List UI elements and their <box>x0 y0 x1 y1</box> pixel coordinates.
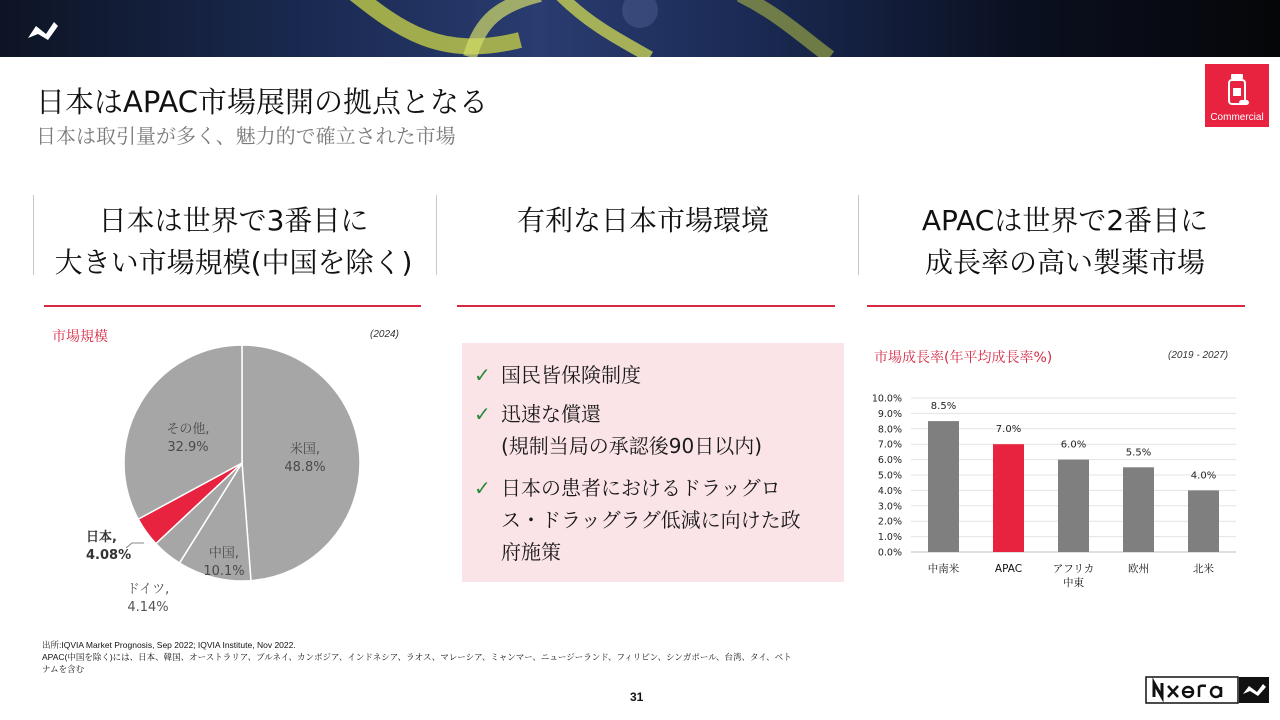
pie-slice-value-label: 32.9% <box>167 440 209 455</box>
checkmark-icon: ✓ <box>474 363 491 387</box>
heading-line: 日本は世界で3番目に <box>98 204 369 237</box>
environment-item-line: 国民皆保険制度 <box>501 363 641 387</box>
y-tick-label: 10.0% <box>871 393 902 405</box>
pie-slice-value-label: 10.1% <box>203 564 245 579</box>
bar-value-label: 6.0% <box>1060 439 1087 451</box>
pie-slice-value-label: 4.14% <box>127 600 169 615</box>
page-number: 31 <box>630 690 644 704</box>
footnote-note: APAC(中国を除く)には、日本、韓国、オーストラリア、ブルネイ、カンボジア、インドネシア、ラオス、マレーシア、ミャンマー、ニュージーランド、フィリピン、シンガポール、台湾、タイ、ベト <box>42 652 792 662</box>
y-tick-label: 4.0% <box>877 485 902 497</box>
pie-slice-label: 日本, <box>86 530 117 545</box>
environment-item <box>474 398 762 462</box>
pie-slice-label: 米国, <box>289 442 321 457</box>
environment-item-line: 府施策 <box>501 540 561 564</box>
environment-box <box>462 343 844 582</box>
checkmark-icon: ✓ <box>474 402 491 426</box>
commercial-badge-label: Commercial <box>1210 112 1264 123</box>
pie-slice-value-label: 4.08% <box>86 548 132 563</box>
bar-value-label: 8.5% <box>930 401 957 413</box>
environment-item-line: 迅速な償還 <box>501 402 601 426</box>
bar-value-label: 4.0% <box>1190 470 1217 482</box>
y-tick-label: 8.0% <box>877 424 902 436</box>
environment-item-line: (規制当局の承認後90日以内) <box>501 434 763 458</box>
bar <box>993 444 1024 552</box>
company-logo-mark <box>1145 676 1270 706</box>
pie-chart-title: 市場規模 <box>52 329 108 345</box>
company-logo <box>1145 676 1270 710</box>
x-tick-label: 中東 <box>1063 577 1084 589</box>
commercial-badge <box>1205 64 1269 127</box>
column-divider <box>858 195 859 275</box>
bar-chart-title: 市場成長率(年平均成長率%) <box>874 350 1053 366</box>
section-rule <box>44 305 421 307</box>
pie-slice-label: その他, <box>166 422 210 437</box>
heading-line: 有利な日本市場環境 <box>516 204 769 237</box>
y-tick-label: 5.0% <box>877 470 902 482</box>
page-title: 日本はAPAC市場展開の拠点となる <box>36 85 489 119</box>
environment-item <box>474 359 641 391</box>
x-tick-label: 北米 <box>1193 563 1214 575</box>
x-tick-label: APAC <box>994 563 1023 575</box>
column-heading-growth <box>865 200 1265 284</box>
checkmark-icon: ✓ <box>474 476 491 500</box>
column-divider <box>33 195 34 275</box>
bar-value-label: 5.5% <box>1125 447 1152 459</box>
footnote-note: ナムを含む <box>42 664 85 674</box>
growth-rate-bar-chart <box>866 380 1266 620</box>
y-tick-label: 9.0% <box>877 408 902 420</box>
column-heading-environment <box>443 200 843 242</box>
brand-mark-icon <box>24 16 64 46</box>
section-rule <box>457 305 835 307</box>
environment-item <box>474 472 801 568</box>
medicine-bottle-icon <box>1205 68 1269 113</box>
y-tick-label: 3.0% <box>877 501 902 513</box>
bar-chart-period: (2019 - 2027) <box>1168 350 1229 361</box>
x-tick-label: アフリカ <box>1052 563 1095 575</box>
pie-chart-period: (2024) <box>370 329 399 340</box>
y-tick-label: 2.0% <box>877 516 902 528</box>
bar <box>1058 460 1089 552</box>
page-subtitle: 日本は取引量が多く、魅力的で確立された市場 <box>36 124 456 148</box>
header-banner-image <box>0 0 1280 57</box>
y-tick-label: 6.0% <box>877 455 902 467</box>
bar <box>1188 490 1219 552</box>
column-divider <box>436 195 437 275</box>
environment-item-line: 日本の患者におけるドラッグロ <box>501 476 781 500</box>
pie-slice-label: 中国, <box>208 546 240 561</box>
pie-slice-value-label: 48.8% <box>284 460 326 475</box>
bar <box>1123 467 1154 552</box>
y-tick-label: 0.0% <box>877 547 902 559</box>
environment-item-line: ス・ドラッグラグ低減に向けた政 <box>501 508 801 532</box>
bar <box>928 421 959 552</box>
column-heading-market-size <box>36 200 431 284</box>
footnote-source: 出所:IQVIA Market Prognosis, Sep 2022; IQVIA Institute, Nov 2022. <box>42 640 296 650</box>
bar-value-label: 7.0% <box>995 424 1022 436</box>
y-tick-label: 1.0% <box>877 532 902 544</box>
heading-line: 大きい市場規模(中国を除く) <box>54 246 413 279</box>
section-rule <box>867 305 1245 307</box>
heading-line: APACは世界で2番目に <box>921 204 1209 237</box>
market-size-pie-chart <box>40 335 440 625</box>
pie-slice-label: ドイツ, <box>126 582 170 597</box>
heading-line: 成長率の高い製薬市場 <box>924 246 1205 279</box>
x-tick-label: 欧州 <box>1128 563 1149 575</box>
banner-artwork <box>0 0 1280 57</box>
y-tick-label: 7.0% <box>877 439 902 451</box>
x-tick-label: 中南米 <box>927 563 960 575</box>
